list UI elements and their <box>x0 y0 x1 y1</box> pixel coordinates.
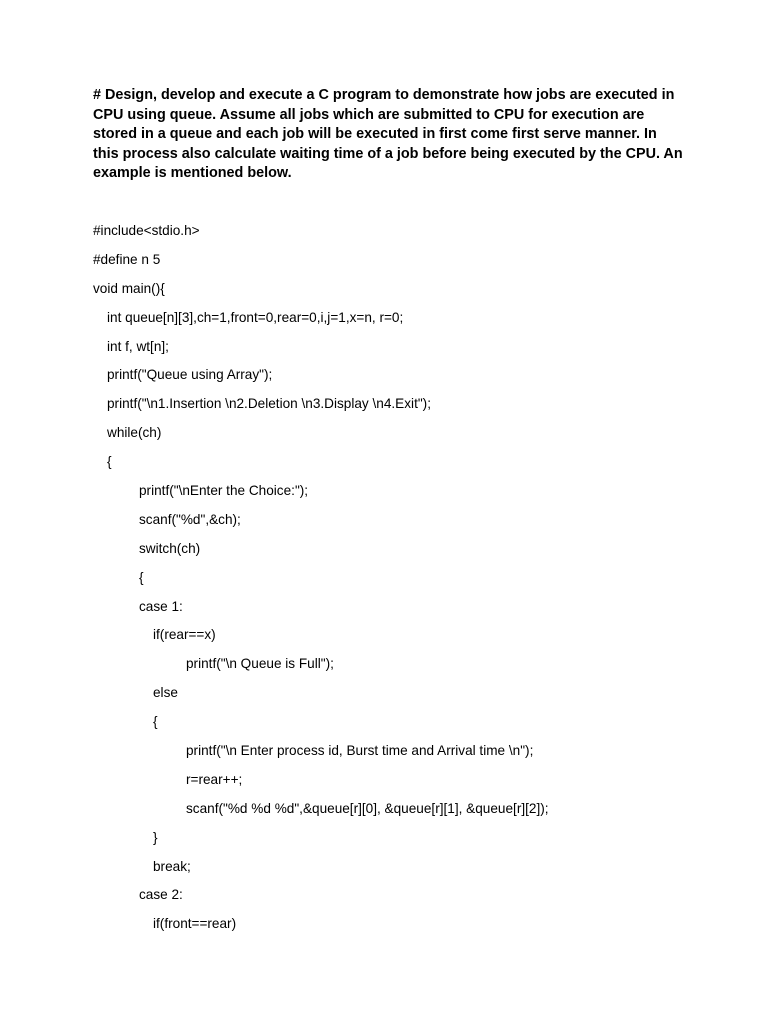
code-line: case 2: <box>139 887 183 903</box>
code-line: printf("\nEnter the Choice:"); <box>139 483 309 499</box>
assignment-heading: # Design, develop and execute a C program to demonstrate how jobs are executed in CPU using queue. Assume all jobs which are submitted to CPU for execution are stored in a queue and each job will be executed in first come first serve manner. In this process also calculate waiting time of a job before being executed by the CPU. An example is mentioned below. <box>93 87 683 181</box>
code-line: printf("\n Queue is Full"); <box>186 656 334 672</box>
code-line: int queue[n][3],ch=1,front=0,rear=0,i,j=1,x=n, r=0; <box>107 309 404 325</box>
code-line: printf("\n Enter process id, Burst time and Arrival time \n"); <box>186 743 534 759</box>
code-line: #include<stdio.h> <box>93 223 200 238</box>
code-line: scanf("%d",&ch); <box>139 511 241 527</box>
code-line: printf("Queue using Array"); <box>107 367 273 383</box>
code-line: else <box>153 685 178 701</box>
code-line: void main(){ <box>93 280 165 296</box>
code-line: if(rear==x) <box>153 627 216 643</box>
code-listing <box>0 220 768 942</box>
code-line: break; <box>153 858 191 874</box>
code-line: scanf("%d %d %d",&queue[r][0], &queue[r][1], &queue[r][2]); <box>186 800 549 816</box>
code-line: { <box>107 454 112 470</box>
code-line: case 1: <box>139 598 183 614</box>
code-line: printf("\n1.Insertion \n2.Deletion \n3.Display \n4.Exit"); <box>107 396 431 412</box>
code-line: while(ch) <box>107 425 162 441</box>
code-line: #define n 5 <box>93 251 161 267</box>
code-line: r=rear++; <box>186 771 243 787</box>
code-line: switch(ch) <box>139 540 201 556</box>
code-line: } <box>153 829 158 845</box>
code-line: int f, wt[n]; <box>107 338 169 354</box>
code-line: { <box>139 569 144 585</box>
code-line: { <box>153 714 158 730</box>
code-line: if(front==rear) <box>153 916 237 932</box>
